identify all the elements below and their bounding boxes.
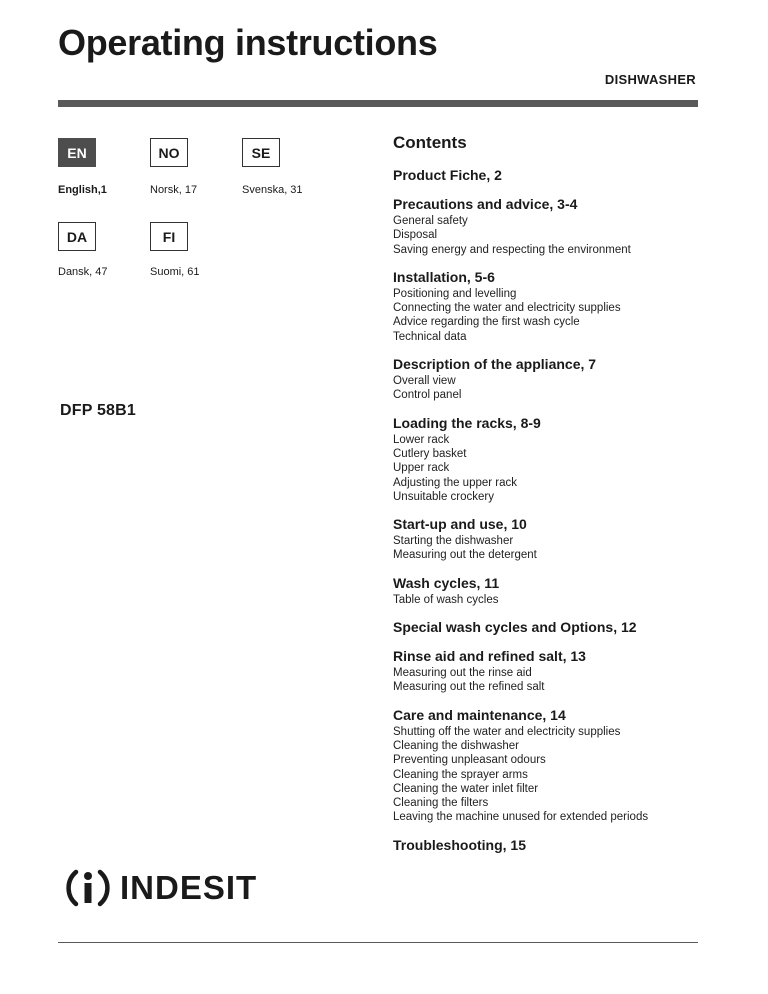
contents-section-item[interactable]: Advice regarding the first wash cycle xyxy=(393,316,580,329)
contents-section xyxy=(393,196,713,257)
contents-section-item[interactable]: Measuring out the detergent xyxy=(393,549,537,562)
contents-section xyxy=(393,648,713,695)
contents-section-item[interactable]: Positioning and levelling xyxy=(393,287,517,300)
contents-section xyxy=(393,837,713,854)
indesit-i-circle-icon xyxy=(62,862,114,914)
top-divider xyxy=(58,100,698,107)
brand-logo-text: INDESIT xyxy=(120,869,258,906)
table-of-contents xyxy=(393,133,713,866)
contents-section-item[interactable]: Measuring out the refined salt xyxy=(393,681,545,694)
contents-section-title[interactable]: Troubleshooting, 15 xyxy=(393,836,527,853)
contents-section xyxy=(393,707,713,825)
contents-section-title[interactable]: Product Fiche, 2 xyxy=(393,167,502,183)
contents-section-item[interactable]: Lower rack xyxy=(393,433,450,446)
lang-label-fi[interactable]: Suomi, 61 xyxy=(150,266,200,278)
contents-section-item[interactable]: Connecting the water and electricity supplies xyxy=(393,302,621,315)
lang-box-no[interactable]: NO xyxy=(150,138,188,167)
lang-box-en[interactable]: EN xyxy=(58,138,96,167)
contents-section-title[interactable]: Loading the racks, 8-9 xyxy=(393,414,541,431)
contents-section-item[interactable]: Shutting off the water and electricity supplies xyxy=(393,725,621,738)
contents-section xyxy=(393,167,713,184)
model-number: DFP 58B1 xyxy=(60,402,137,419)
contents-section xyxy=(393,356,713,403)
lang-label-en[interactable]: English,1 xyxy=(58,184,107,196)
contents-section-title[interactable]: Rinse aid and refined salt, 13 xyxy=(393,648,586,665)
contents-section-item[interactable]: Unsuitable crockery xyxy=(393,490,494,503)
contents-title: Contents xyxy=(393,133,467,152)
contents-section-item[interactable]: Starting the dishwasher xyxy=(393,535,514,548)
contents-section-title[interactable]: Description of the appliance, 7 xyxy=(393,356,597,373)
contents-section-item[interactable]: Upper rack xyxy=(393,462,450,475)
contents-section-item[interactable]: Measuring out the rinse aid xyxy=(393,667,532,680)
contents-section-item[interactable]: Table of wash cycles xyxy=(393,593,499,606)
lang-box-fi[interactable]: FI xyxy=(150,222,188,251)
contents-section-item[interactable]: General safety xyxy=(393,215,468,227)
contents-section-title[interactable]: Special wash cycles and Options, 12 xyxy=(393,619,637,636)
contents-section-item[interactable]: Control panel xyxy=(393,389,462,402)
contents-section-item[interactable]: Leaving the machine unused for extended periods xyxy=(393,811,649,824)
contents-section-item[interactable]: Cleaning the sprayer arms xyxy=(393,768,528,781)
contents-section xyxy=(393,269,713,344)
contents-section-item[interactable]: Cleaning the water inlet filter xyxy=(393,782,539,795)
contents-section-item[interactable]: Disposal xyxy=(393,229,438,242)
contents-section-item[interactable]: Cleaning the dishwasher xyxy=(393,739,519,752)
contents-section-title[interactable]: Care and maintenance, 14 xyxy=(393,706,566,723)
document-subtitle: DISHWASHER xyxy=(604,72,696,87)
contents-section xyxy=(393,516,713,563)
contents-section-title[interactable]: Wash cycles, 11 xyxy=(393,574,500,591)
lang-box-da[interactable]: DA xyxy=(58,222,96,251)
contents-section-item[interactable]: Adjusting the upper rack xyxy=(393,476,518,489)
lang-label-da[interactable]: Dansk, 47 xyxy=(58,266,108,278)
lang-label-no[interactable]: Norsk, 17 xyxy=(150,184,198,196)
contents-section-item[interactable]: Overall view xyxy=(393,375,456,388)
contents-section-item[interactable]: Technical data xyxy=(393,330,467,343)
lang-label-se[interactable]: Svenska, 31 xyxy=(242,184,303,196)
contents-section xyxy=(393,619,713,636)
lang-box-se[interactable]: SE xyxy=(242,138,280,167)
contents-section xyxy=(393,415,713,504)
contents-section-item[interactable]: Cutlery basket xyxy=(393,447,467,460)
brand-logo xyxy=(62,862,257,914)
bottom-divider xyxy=(58,942,698,943)
contents-section-item[interactable]: Cleaning the filters xyxy=(393,797,489,810)
contents-section-item[interactable]: Preventing unpleasant odours xyxy=(393,754,546,767)
contents-section-title[interactable]: Precautions and advice, 3-4 xyxy=(393,196,578,212)
contents-section-item[interactable]: Saving energy and respecting the environment xyxy=(393,243,631,256)
contents-section-title[interactable]: Installation, 5-6 xyxy=(393,268,495,285)
contents-section xyxy=(393,575,713,607)
contents-section-title[interactable]: Start-up and use, 10 xyxy=(393,516,527,533)
document-title: Operating instructions xyxy=(58,22,438,63)
